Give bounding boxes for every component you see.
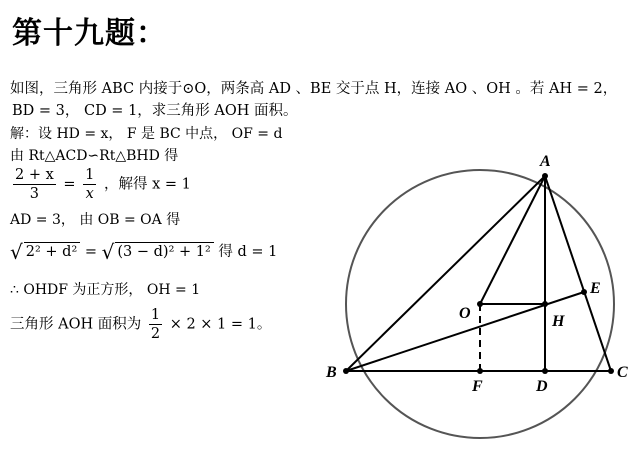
area-result: × 2 × 1 = 1。: [169, 316, 272, 333]
segment-ab: [346, 176, 545, 371]
label-e: E: [590, 280, 601, 297]
label-o: O: [459, 305, 471, 322]
altitude-be: [346, 292, 584, 371]
label-f: F: [472, 378, 483, 395]
point-c: [608, 368, 614, 374]
point-f: [477, 368, 483, 374]
fraction-numerator: 1: [150, 307, 161, 323]
label-b: B: [326, 364, 337, 381]
fraction-denominator: 3: [29, 186, 39, 202]
label-c: C: [617, 364, 628, 381]
sqrt-left: 2² + d²: [24, 242, 81, 260]
point-b: [343, 368, 349, 374]
solution-line-1: 解：设 HD = x， F 是 BC 中点， OF = d: [10, 126, 283, 142]
equals-sign: =: [63, 176, 76, 193]
label-h: H: [552, 313, 565, 330]
equation-1-result: ，解得 x = 1: [104, 176, 191, 193]
fraction-denominator: x: [85, 186, 94, 202]
equation-2: √ 2² + d² = √ (3 − d)² + 1² 得 d = 1: [10, 240, 278, 264]
problem-line-2: BD = 3， CD = 1，求三角形 AOH 面积。: [12, 103, 298, 119]
problem-line-1: 如图，三角形 ABC 内接于⊙O，两条高 AD 、BE 交于点 H，连接 AO 、OH 。若 AH = 2，: [10, 81, 618, 97]
fraction-numerator: 1: [85, 167, 95, 183]
point-e: [581, 289, 587, 295]
page-title: 第十九题：: [12, 16, 167, 51]
point-d: [542, 368, 548, 374]
segment-ac: [545, 176, 611, 371]
equals-sign: =: [84, 244, 98, 260]
point-a: [542, 173, 548, 179]
fraction-denominator: 2: [150, 326, 161, 342]
sqrt-right: (3 − d)² + 1²: [115, 242, 213, 260]
solution-line-2: 由 Rt△ACD∽Rt△BHD 得: [10, 148, 179, 164]
area-label: 三角形 AOH 面积为: [10, 316, 142, 333]
solution-line-3: AD = 3， 由 OB = OA 得: [10, 212, 181, 228]
fraction-numerator: 2 + x: [15, 167, 54, 183]
label-a: A: [540, 153, 551, 170]
label-d: D: [536, 378, 548, 395]
segment-ao: [480, 176, 545, 304]
solution-line-4: ∴ OHDF 为正方形， OH = 1: [10, 282, 201, 298]
equation-2-result: 得 d = 1: [218, 244, 278, 260]
point-o: [477, 301, 483, 307]
point-h: [542, 301, 548, 307]
